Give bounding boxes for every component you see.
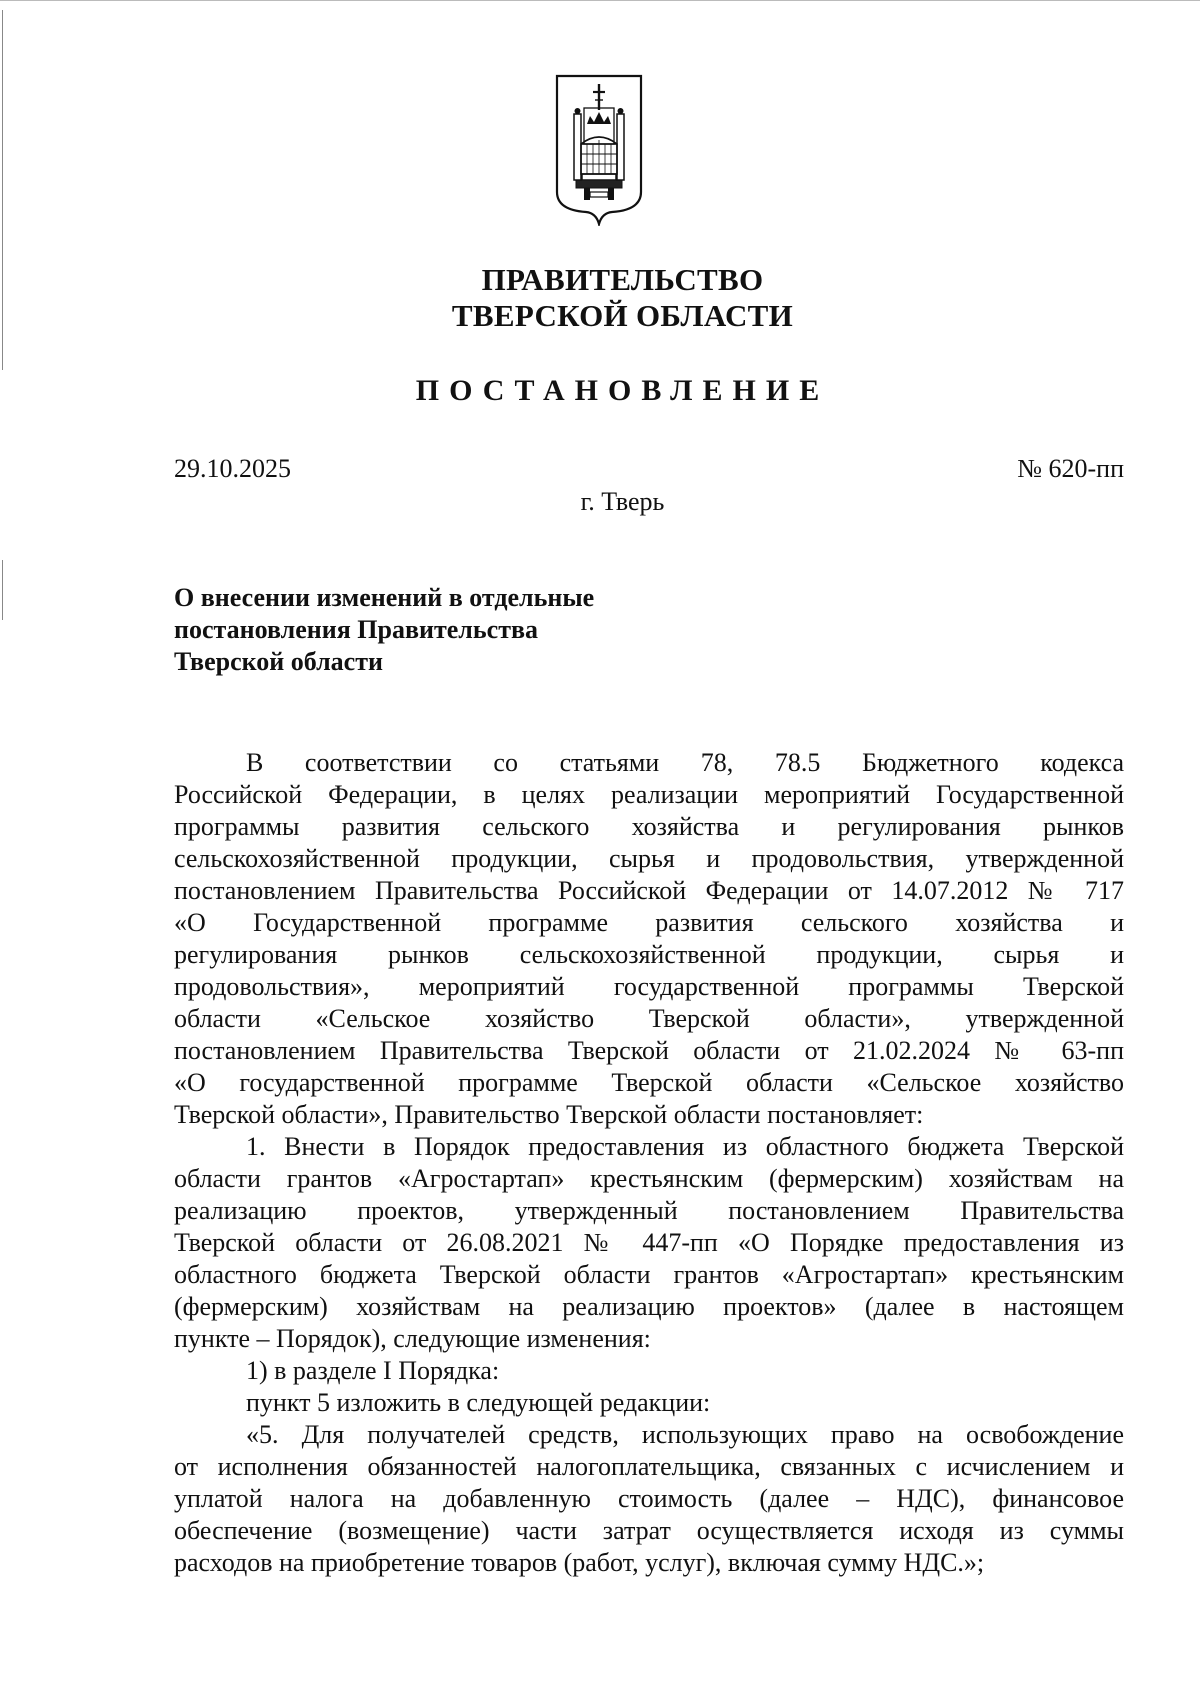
body-line: Тверской области», Правительство Тверской области постановляет: — [174, 1100, 924, 1129]
subject-line: постановления Правительства — [174, 615, 538, 644]
body-line: областного бюджета Тверской области грантов «Агростартап» крестьянским — [174, 1260, 1124, 1289]
scan-top-edge — [0, 0, 1200, 1]
body-line: «О государственной программе Тверской области «Сельское хозяйство — [174, 1068, 1124, 1097]
body-line: постановлением Правительства Российской Федерации от 14.07.2012 № 717 — [174, 876, 1124, 905]
body-line: регулирования рынков сельскохозяйственной продукции, сырья и — [174, 940, 1124, 969]
organization-title-line2: ТВЕРСКОЙ ОБЛАСТИ — [451, 298, 794, 333]
body-line: обеспечение (возмещение) части затрат осуществляется исходя из суммы — [174, 1516, 1124, 1545]
body-line: Тверской области от 26.08.2021 № 447-пп «О Порядке предоставления из — [174, 1228, 1124, 1257]
body-line: «5. Для получателей средств, использующих право на освобождение — [246, 1420, 1124, 1449]
body-line: уплатой налога на добавленную стоимость (далее – НДС), финансовое — [174, 1484, 1124, 1513]
subject-line: Тверской области — [174, 647, 383, 676]
body-line: реализацию проектов, утвержденный постановлением Правительства — [174, 1196, 1124, 1225]
subject-line: О внесении изменений в отдельные — [174, 583, 595, 612]
document-type-heading: ПОСТАНОВЛЕНИЕ — [415, 374, 830, 407]
body-line: от исполнения обязанностей налогоплательщика, связанных с исчислением и — [174, 1452, 1124, 1481]
body-line: продовольствия», мероприятий государственной программы Тверской — [174, 972, 1124, 1001]
body-line: 1. Внести в Порядок предоставления из областного бюджета Тверской — [246, 1132, 1124, 1161]
body-line: «О Государственной программе развития сельского хозяйства и — [174, 908, 1124, 937]
body-line: расходов на приобретение товаров (работ, услуг), включая сумму НДС.»; — [174, 1548, 985, 1577]
tver-coat-of-arms-emblem — [554, 74, 644, 226]
body-line: пункт 5 изложить в следующей редакции: — [246, 1388, 711, 1417]
document-body — [174, 747, 1124, 1579]
body-line: сельскохозяйственной продукции, сырья и продовольствия, утвержденной — [174, 844, 1124, 873]
scan-left-edge-mark — [2, 560, 3, 620]
document-city: г. Тверь — [580, 487, 665, 516]
body-line: пункте – Порядок), следующие изменения: — [174, 1324, 651, 1353]
document-date: 29.10.2025 — [174, 454, 291, 483]
body-line: постановлением Правительства Тверской области от 21.02.2024 № 63-пп — [174, 1036, 1124, 1065]
body-line: области грантов «Агростартап» крестьянским (фермерским) хозяйствам на — [174, 1164, 1124, 1193]
body-line: 1) в разделе I Порядка: — [246, 1356, 500, 1385]
document-subject — [174, 582, 594, 678]
organization-title-line1: ПРАВИТЕЛЬСТВО — [481, 262, 764, 297]
body-line: Российской Федерации, в целях реализации мероприятий Государственной — [174, 780, 1124, 809]
document-number: № 620-пп — [1017, 454, 1124, 483]
body-line: области «Сельское хозяйство Тверской области», утвержденной — [174, 1004, 1124, 1033]
body-line: программы развития сельского хозяйства и регулирования рынков — [174, 812, 1124, 841]
body-line: В соответствии со статьями 78, 78.5 Бюджетного кодекса — [246, 748, 1124, 777]
body-line: (фермерским) хозяйствам на реализацию проектов» (далее в настоящем — [174, 1292, 1124, 1321]
